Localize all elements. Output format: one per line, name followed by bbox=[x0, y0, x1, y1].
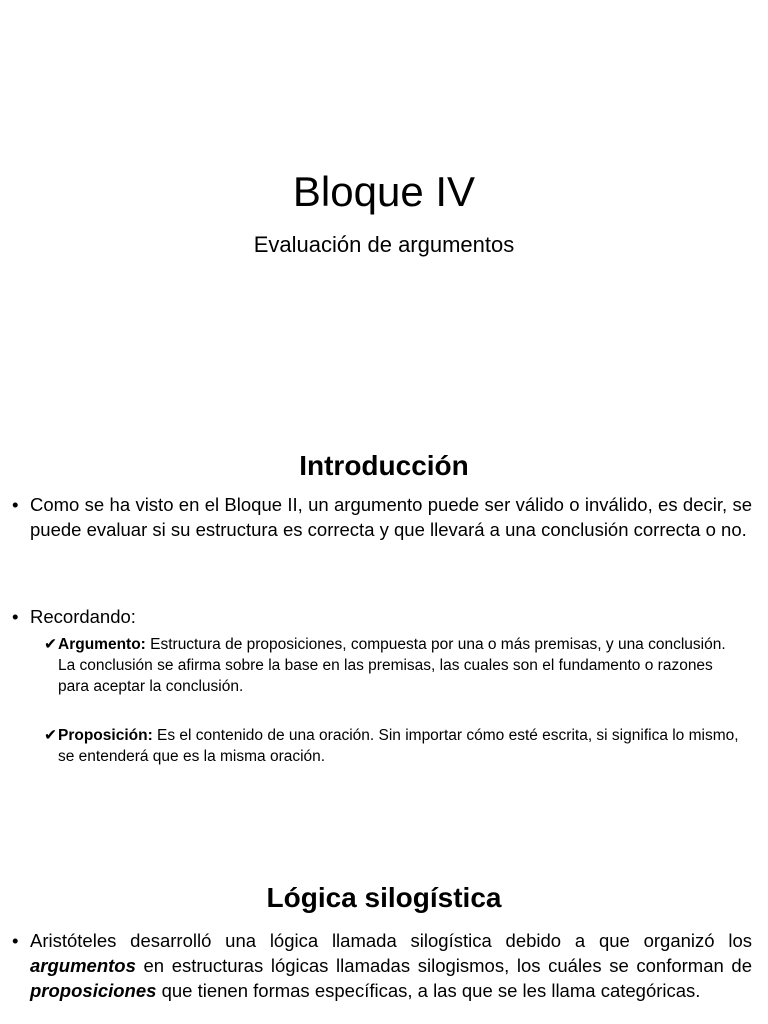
logica-heading: Lógica silogística bbox=[266, 882, 502, 913]
introduction-heading: Introducción bbox=[299, 450, 469, 481]
definition-text: Es el contenido de una oración. Sin importar cómo esté escrita, si significa lo mismo, se entenderá que es la misma oración. bbox=[58, 727, 739, 765]
title-slide bbox=[0, 0, 768, 420]
definition-argumento bbox=[44, 634, 744, 697]
bullet-icon: • bbox=[12, 606, 19, 627]
bullet-text: Recordando: bbox=[30, 606, 136, 627]
list-item bbox=[12, 492, 752, 542]
bullet-text bbox=[30, 928, 752, 1003]
bullet-icon: • bbox=[12, 494, 19, 515]
checkmark-icon: ✔ bbox=[44, 727, 57, 744]
text-run: en estructuras lógicas llamadas silogismos, los cuáles se conforman de bbox=[135, 955, 752, 976]
definition-label: Proposición: bbox=[58, 727, 153, 744]
bullet-icon: • bbox=[12, 930, 19, 951]
slide-subtitle: Evaluación de argumentos bbox=[253, 232, 515, 257]
checkmark-icon: ✔ bbox=[44, 636, 57, 653]
bullet-text: Como se ha visto en el Bloque II, un argumento puede ser válido o inválido, es decir, se puede evaluar si su estructura es correcta y que llevará a una conclusión correcta o no. bbox=[30, 494, 752, 540]
emphasis-argumentos: argumentos bbox=[30, 955, 136, 976]
slide-title: Bloque IV bbox=[292, 168, 476, 215]
text-run: que tienen formas específicas, a las que se les llama categóricas. bbox=[156, 980, 701, 1001]
logica-silogistica-slide bbox=[0, 860, 768, 1024]
list-item bbox=[12, 928, 752, 1003]
definition-proposicion bbox=[44, 725, 744, 767]
emphasis-proposiciones: proposiciones bbox=[30, 980, 157, 1001]
introduction-slide bbox=[0, 430, 768, 830]
definition-text: Estructura de proposiciones, compuesta por una o más premisas, y una conclusión. La conclusión se afirma sobre la base en las premisas, las cuales son el fundamento o razones para aceptar la conclusión. bbox=[58, 636, 726, 695]
list-item bbox=[12, 604, 752, 629]
definition-label: Argumento: bbox=[58, 636, 146, 653]
text-run: Aristóteles desarrolló una lógica llamada silogística debido a que organizó los bbox=[30, 930, 752, 951]
